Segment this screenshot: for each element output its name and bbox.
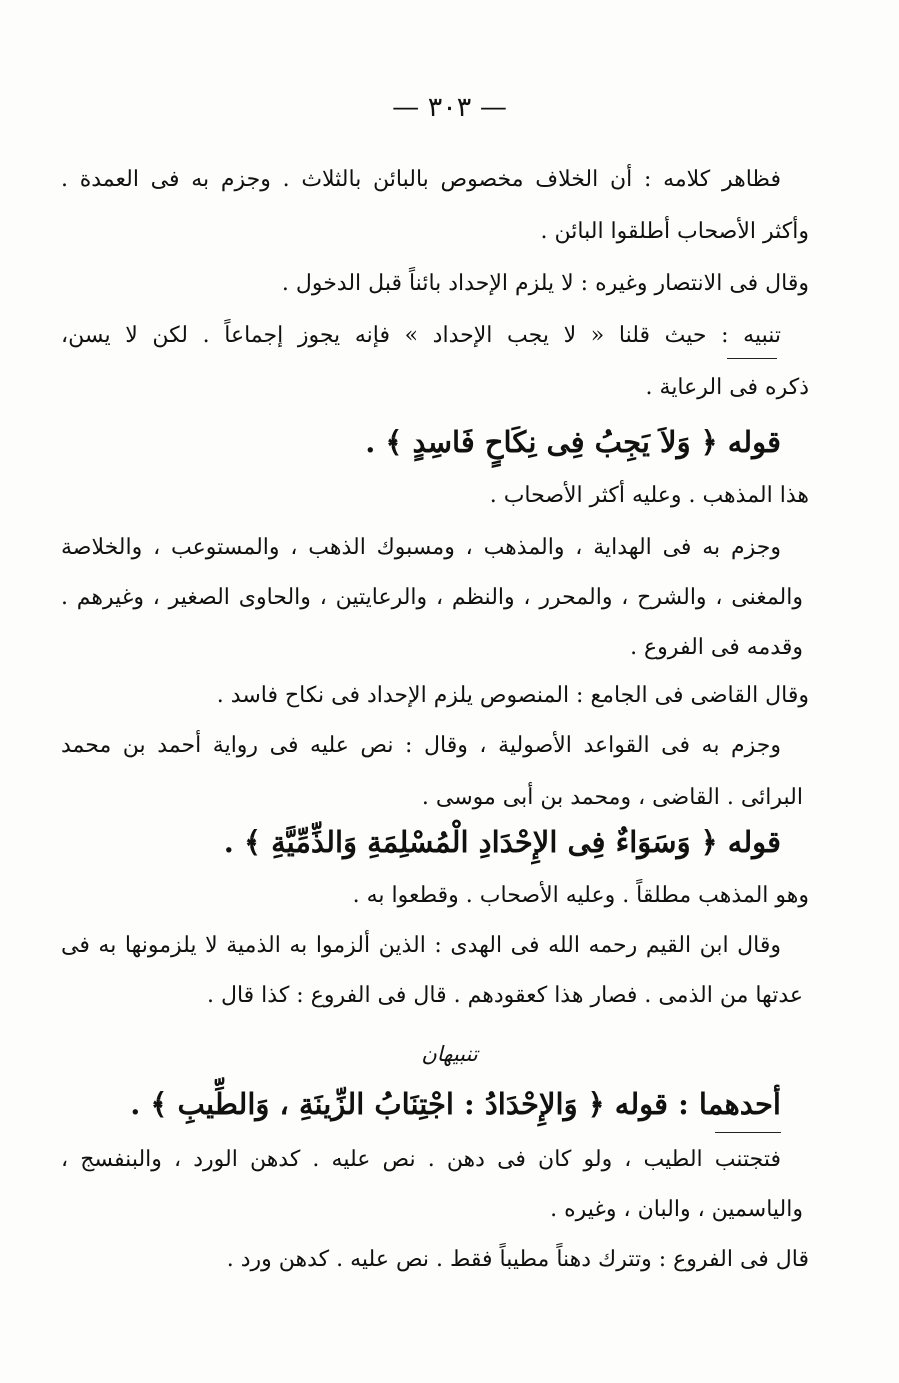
text-line: وهو المذهب مطلقاً . وعليه الأصحاب . وقطعوا به .	[352, 883, 809, 908]
section-heading: قوله ﴿ وَلاَ يَجِبُ فِى نِكَاحٍ فَاسِدٍ ﴾ .	[365, 425, 781, 459]
section-heading: أحدهما : قوله ﴿ وَالإِحْدَادُ : اجْتِنَابُ الزِّينَةِ ، وَالطِّيبِ ﴾ .	[130, 1087, 781, 1121]
text-line: هذا المذهب . وعليه أكثر الأصحاب .	[489, 483, 809, 508]
text-line: فظاهر كلامه : أن الخلاف مخصوص بالبائن بالثلاث . وجزم به فى العمدة .	[61, 167, 781, 192]
text-line: قال فى الفروع : وتترك دهناً مطيباً فقط . نص عليه . كدهن ورد .	[226, 1247, 809, 1272]
subheading-notices: تنبيهان	[421, 1042, 478, 1066]
text-line: وجزم به فى القواعد الأصولية ، وقال : نص عليه فى رواية أحمد بن محمد	[61, 733, 781, 758]
text-line: وقال القاضى فى الجامع : المنصوص يلزم الإحداد فى نكاح فاسد .	[216, 683, 809, 708]
text-line: ذكره فى الرعاية .	[645, 375, 809, 400]
heading-underline	[715, 1132, 781, 1133]
text-line: والمغنى ، والشرح ، والمحرر ، والنظم ، والرعايتين ، والحاوى الصغير ، وغيرهم .	[61, 585, 803, 610]
text-line: وقدمه فى الفروع .	[630, 635, 803, 660]
page-number: — ٣٠٣ —	[392, 92, 507, 123]
text-line: فتجتنب الطيب ، ولو كان فى دهن . نص عليه . كدهن الورد ، والبنفسج ،	[61, 1147, 781, 1172]
notice-line: تنبيه : حيث قلنا « لا يجب الإحداد » فإنه يجوز إجماعاً . لكن لا يسن،	[61, 323, 781, 348]
text-line: وقال ابن القيم رحمه الله فى الهدى : الذين ألزموا به الذمية لا يلزمونها به فى	[61, 933, 781, 958]
text-line: وجزم به فى الهداية ، والمذهب ، ومسبوك الذهب ، والمستوعب ، والخلاصة	[61, 535, 781, 560]
notice-underline	[727, 358, 777, 359]
text-line: البرائى . القاضى ، ومحمد بن أبى موسى .	[421, 785, 803, 810]
section-heading: قوله ﴿ وَسَوَاءٌ فِى الإِحْدَادِ الْمُسْلِمَةِ وَالذِّمِّيَّةِ ﴾ .	[223, 825, 781, 859]
text-line: وقال فى الانتصار وغيره : لا يلزم الإحداد بائناً قبل الدخول .	[281, 271, 809, 296]
text-line: وأكثر الأصحاب أطلقوا البائن .	[540, 219, 809, 244]
text-line: عدتها من الذمى . فصار هذا كعقودهم . قال فى الفروع : كذا قال .	[207, 983, 803, 1008]
text-line: والياسمين ، والبان ، وغيره .	[550, 1197, 803, 1222]
